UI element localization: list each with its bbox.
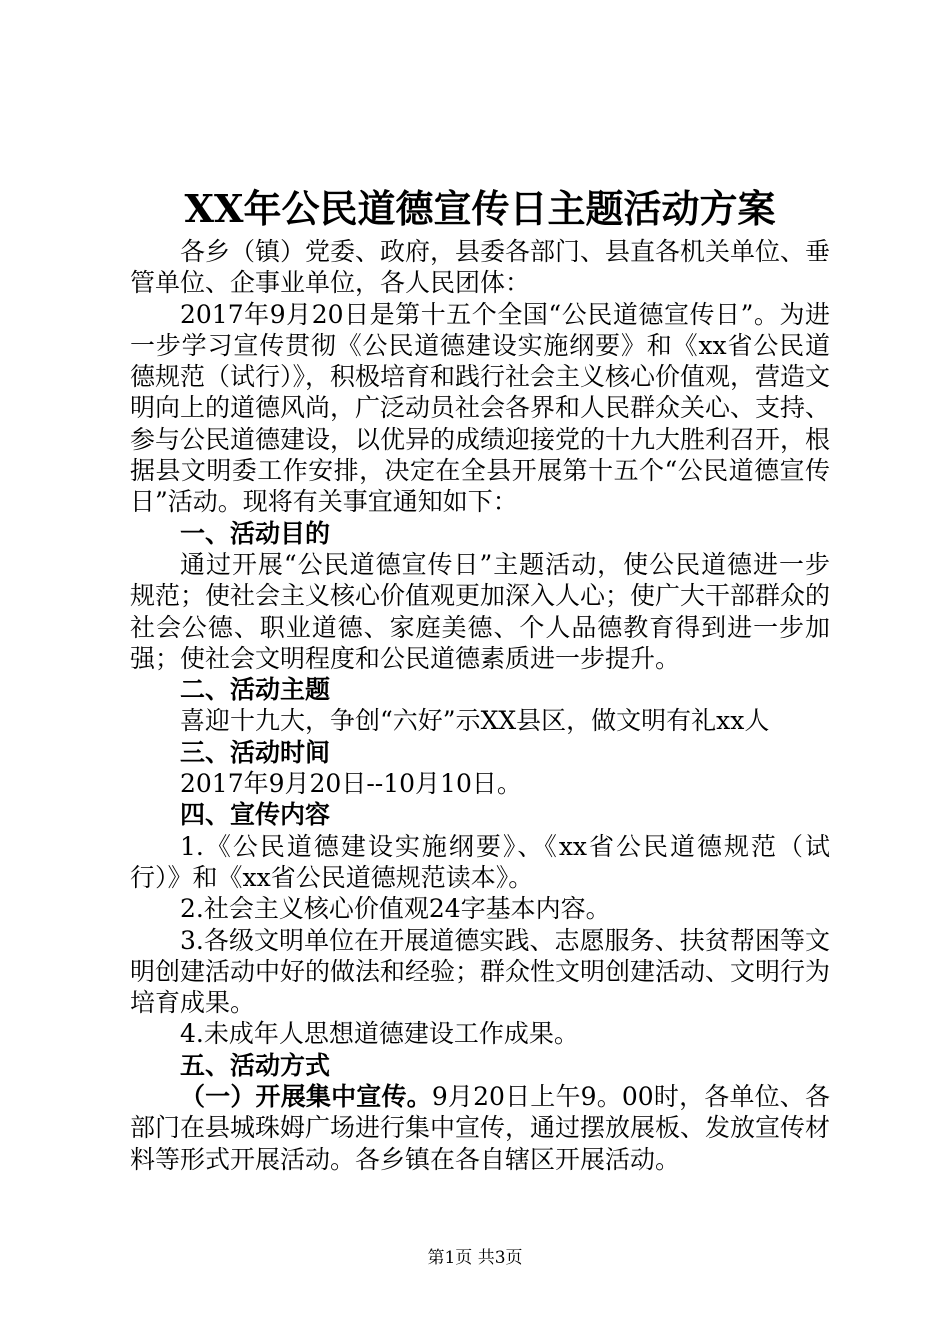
section-heading-purpose: 一、活动目的 <box>180 518 331 548</box>
intro-paragraph: 2017年9月20日是第十五个全国“公民道德宣传日”。为进一步学习宣传贯彻《公民道德建设实施纲要》和《xx省公民道德规范（试行）》，积极培育和践行社会主义核心价值观，营造文明向上的道德风尚，广泛动员社会各界和人民群众关心、支持、参与公民道德建设，以优异的成绩迎接党的十九大胜利召开，根据县文明委工作安排，决定在全县开展第十五个“公民道德宣传日”活动。现将有关事宜通知如下： <box>130 299 831 517</box>
section-heading-theme: 二、活动主题 <box>180 675 331 705</box>
document-page <box>130 186 830 1175</box>
section-heading-time: 三、活动时间 <box>180 737 331 767</box>
section-heading-method: 五、活动方式 <box>180 1050 331 1080</box>
section-paragraph: 2017年9月20日--10月10日。 <box>180 769 522 799</box>
document-title: XX年公民道德宣传日主题活动方案 <box>184 186 776 231</box>
section-paragraph: 通过开展“公民道德宣传日”主题活动，使公民道德进一步规范；使社会主义核心价值观更加深入人心；使广大干部群众的社会公德、职业道德、家庭美德、个人品德教育得到进一步加强；使社会文明程度和公民道德素质进一步提升。 <box>130 549 831 673</box>
section-paragraph: 2.社会主义核心价值观24字基本内容。 <box>180 894 611 924</box>
section-paragraph: 4.未成年人思想道德建设工作成果。 <box>180 1019 579 1049</box>
section-heading-content: 四、宣传内容 <box>180 800 331 830</box>
section-paragraph: 3.各级文明单位在开展道德实践、志愿服务、扶贫帮困等文明创建活动中好的做法和经验；群众性文明创建活动、文明行为培育成果。 <box>130 925 831 1018</box>
subsection-lead: （一）开展集中宣传。 <box>180 1082 432 1112</box>
section-paragraph: 喜迎十九大，争创“六好”示XX县区，做文明有礼xx人 <box>180 706 770 736</box>
section-paragraph: 1.《公民道德建设实施纲要》、《xx省公民道德规范（试行）》和《xx省公民道德规范读本》。 <box>130 831 830 892</box>
salutation: 各乡（镇）党委、政府，县委各部门、县直各机关单位、垂管单位、企事业单位，各人民团体： <box>130 237 831 298</box>
subsection-text: 9月20日上午9。00时，各单位、各部门在县城珠姆广场进行集中宣传，通过摆放展板、发放宣传材料等形式开展活动。各乡镇在各自辖区开展活动。 <box>130 1082 831 1174</box>
page-footer: 第1页 共3页 <box>427 1248 523 1268</box>
section-paragraph <box>130 1081 830 1175</box>
